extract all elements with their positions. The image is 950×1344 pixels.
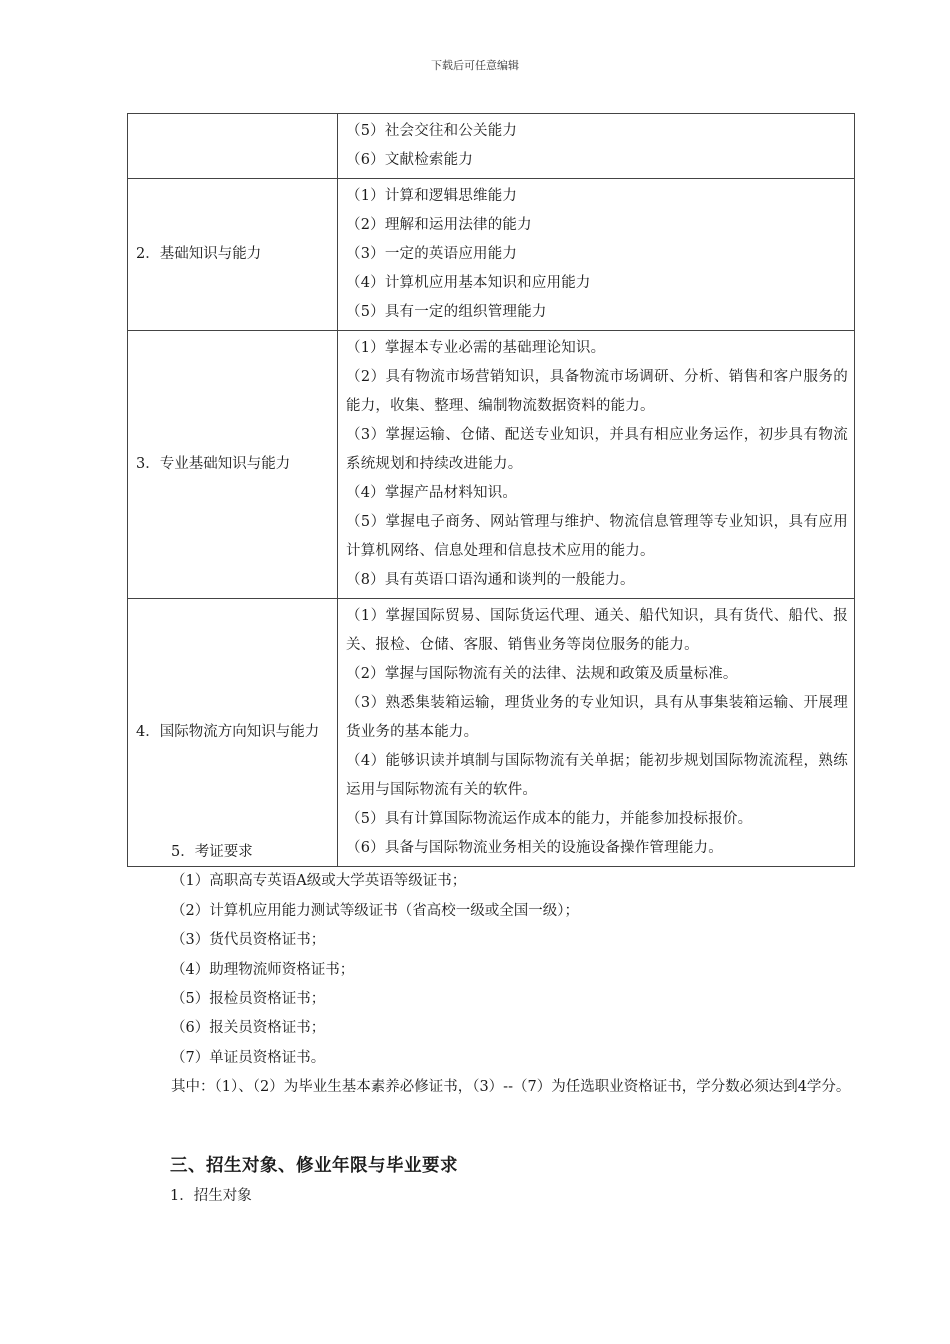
list-item: （5）社会交往和公关能力 <box>346 123 518 139</box>
cert-heading: 5．考证要求 <box>171 844 253 860</box>
row-label: 3．专业基础知识与能力 <box>128 331 338 599</box>
list-item: （2）理解和运用法律的能力 <box>346 217 532 233</box>
list-item: （4）能够识读并填制与国际物流有关单据；能初步规划国际物流流程，熟练运用与国际物流有关的软件。 <box>346 753 848 798</box>
cert-section <box>127 838 859 1103</box>
list-item: （1）掌握国际贸易、国际货运代理、通关、船代知识，具有货代、船代、报关、报检、仓储、客服、销售业务等岗位服务的能力。 <box>346 608 848 653</box>
list-item: （3）掌握运输、仓储、配送专业知识，并具有相应业务运作，初步具有物流系统规划和持续改进能力。 <box>346 427 848 472</box>
list-item: （5）具有计算国际物流运作成本的能力，并能参加投标报价。 <box>346 811 753 827</box>
list-item: （6）文献检索能力 <box>346 152 474 168</box>
table-row <box>128 331 855 599</box>
requirements-table <box>127 113 855 867</box>
list-item: （2）掌握与国际物流有关的法律、法规和政策及质量标准。 <box>346 666 738 682</box>
table-row <box>128 179 855 331</box>
cert-item: （1）高职高专英语A级或大学英语等级证书； <box>171 873 467 890</box>
list-item: （1）计算和逻辑思维能力 <box>346 188 518 204</box>
row-label <box>128 114 338 179</box>
row-content <box>338 599 855 867</box>
row-label: 4．国际物流方向知识与能力 <box>128 599 338 867</box>
list-item: （8）具有英语口语沟通和谈判的一般能力。 <box>346 572 635 588</box>
table-row <box>128 114 855 179</box>
cert-item: （6）报关员资格证书； <box>171 1020 326 1037</box>
list-item: （1）掌握本专业必需的基础理论知识。 <box>346 340 606 356</box>
cert-note: 其中：（1）、（2）为毕业生基本素养必修证书，（3）--（7）为任选职业资格证书，学分数必须达到4学分。 <box>171 1079 851 1096</box>
list-item: （3）熟悉集装箱运输，理货业务的专业知识，具有从事集装箱运输、开展理货业务的基本能力。 <box>346 695 848 740</box>
section-title: 三、招生对象、修业年限与毕业要求 <box>170 1156 458 1176</box>
list-item: （2）具有物流市场营销知识，具备物流市场调研、分析、销售和客户服务的能力，收集、整理、编制物流数据资料的能力。 <box>346 369 848 414</box>
list-item: （4）计算机应用基本知识和应用能力 <box>346 275 591 291</box>
table-row <box>128 599 855 867</box>
cert-item: （3）货代员资格证书； <box>171 932 326 949</box>
row-content <box>338 114 855 179</box>
cert-item: （4）助理物流师资格证书； <box>171 961 355 978</box>
cert-item: （7）单证员资格证书。 <box>171 1049 326 1066</box>
row-content <box>338 179 855 331</box>
list-item: （5）掌握电子商务、网站管理与维护、物流信息管理等专业知识，具有应用计算机网络、信息处理和信息技术应用的能力。 <box>346 514 848 559</box>
row-content <box>338 331 855 599</box>
list-item: （4）掌握产品材料知识。 <box>346 485 518 501</box>
row-label: 2．基础知识与能力 <box>128 179 338 331</box>
list-item: （6）具备与国际物流业务相关的设施设备操作管理能力。 <box>346 840 723 856</box>
page-header: 下载后可任意编辑 <box>431 59 519 72</box>
cert-item: （5）报检员资格证书； <box>171 991 326 1008</box>
cert-item: （2）计算机应用能力测试等级证书（省高校一级或全国一级）； <box>171 902 579 919</box>
list-item: （5）具有一定的组织管理能力 <box>346 304 547 320</box>
list-item: （3）一定的英语应用能力 <box>346 246 518 262</box>
subsection-title: 1．招生对象 <box>170 1188 252 1204</box>
